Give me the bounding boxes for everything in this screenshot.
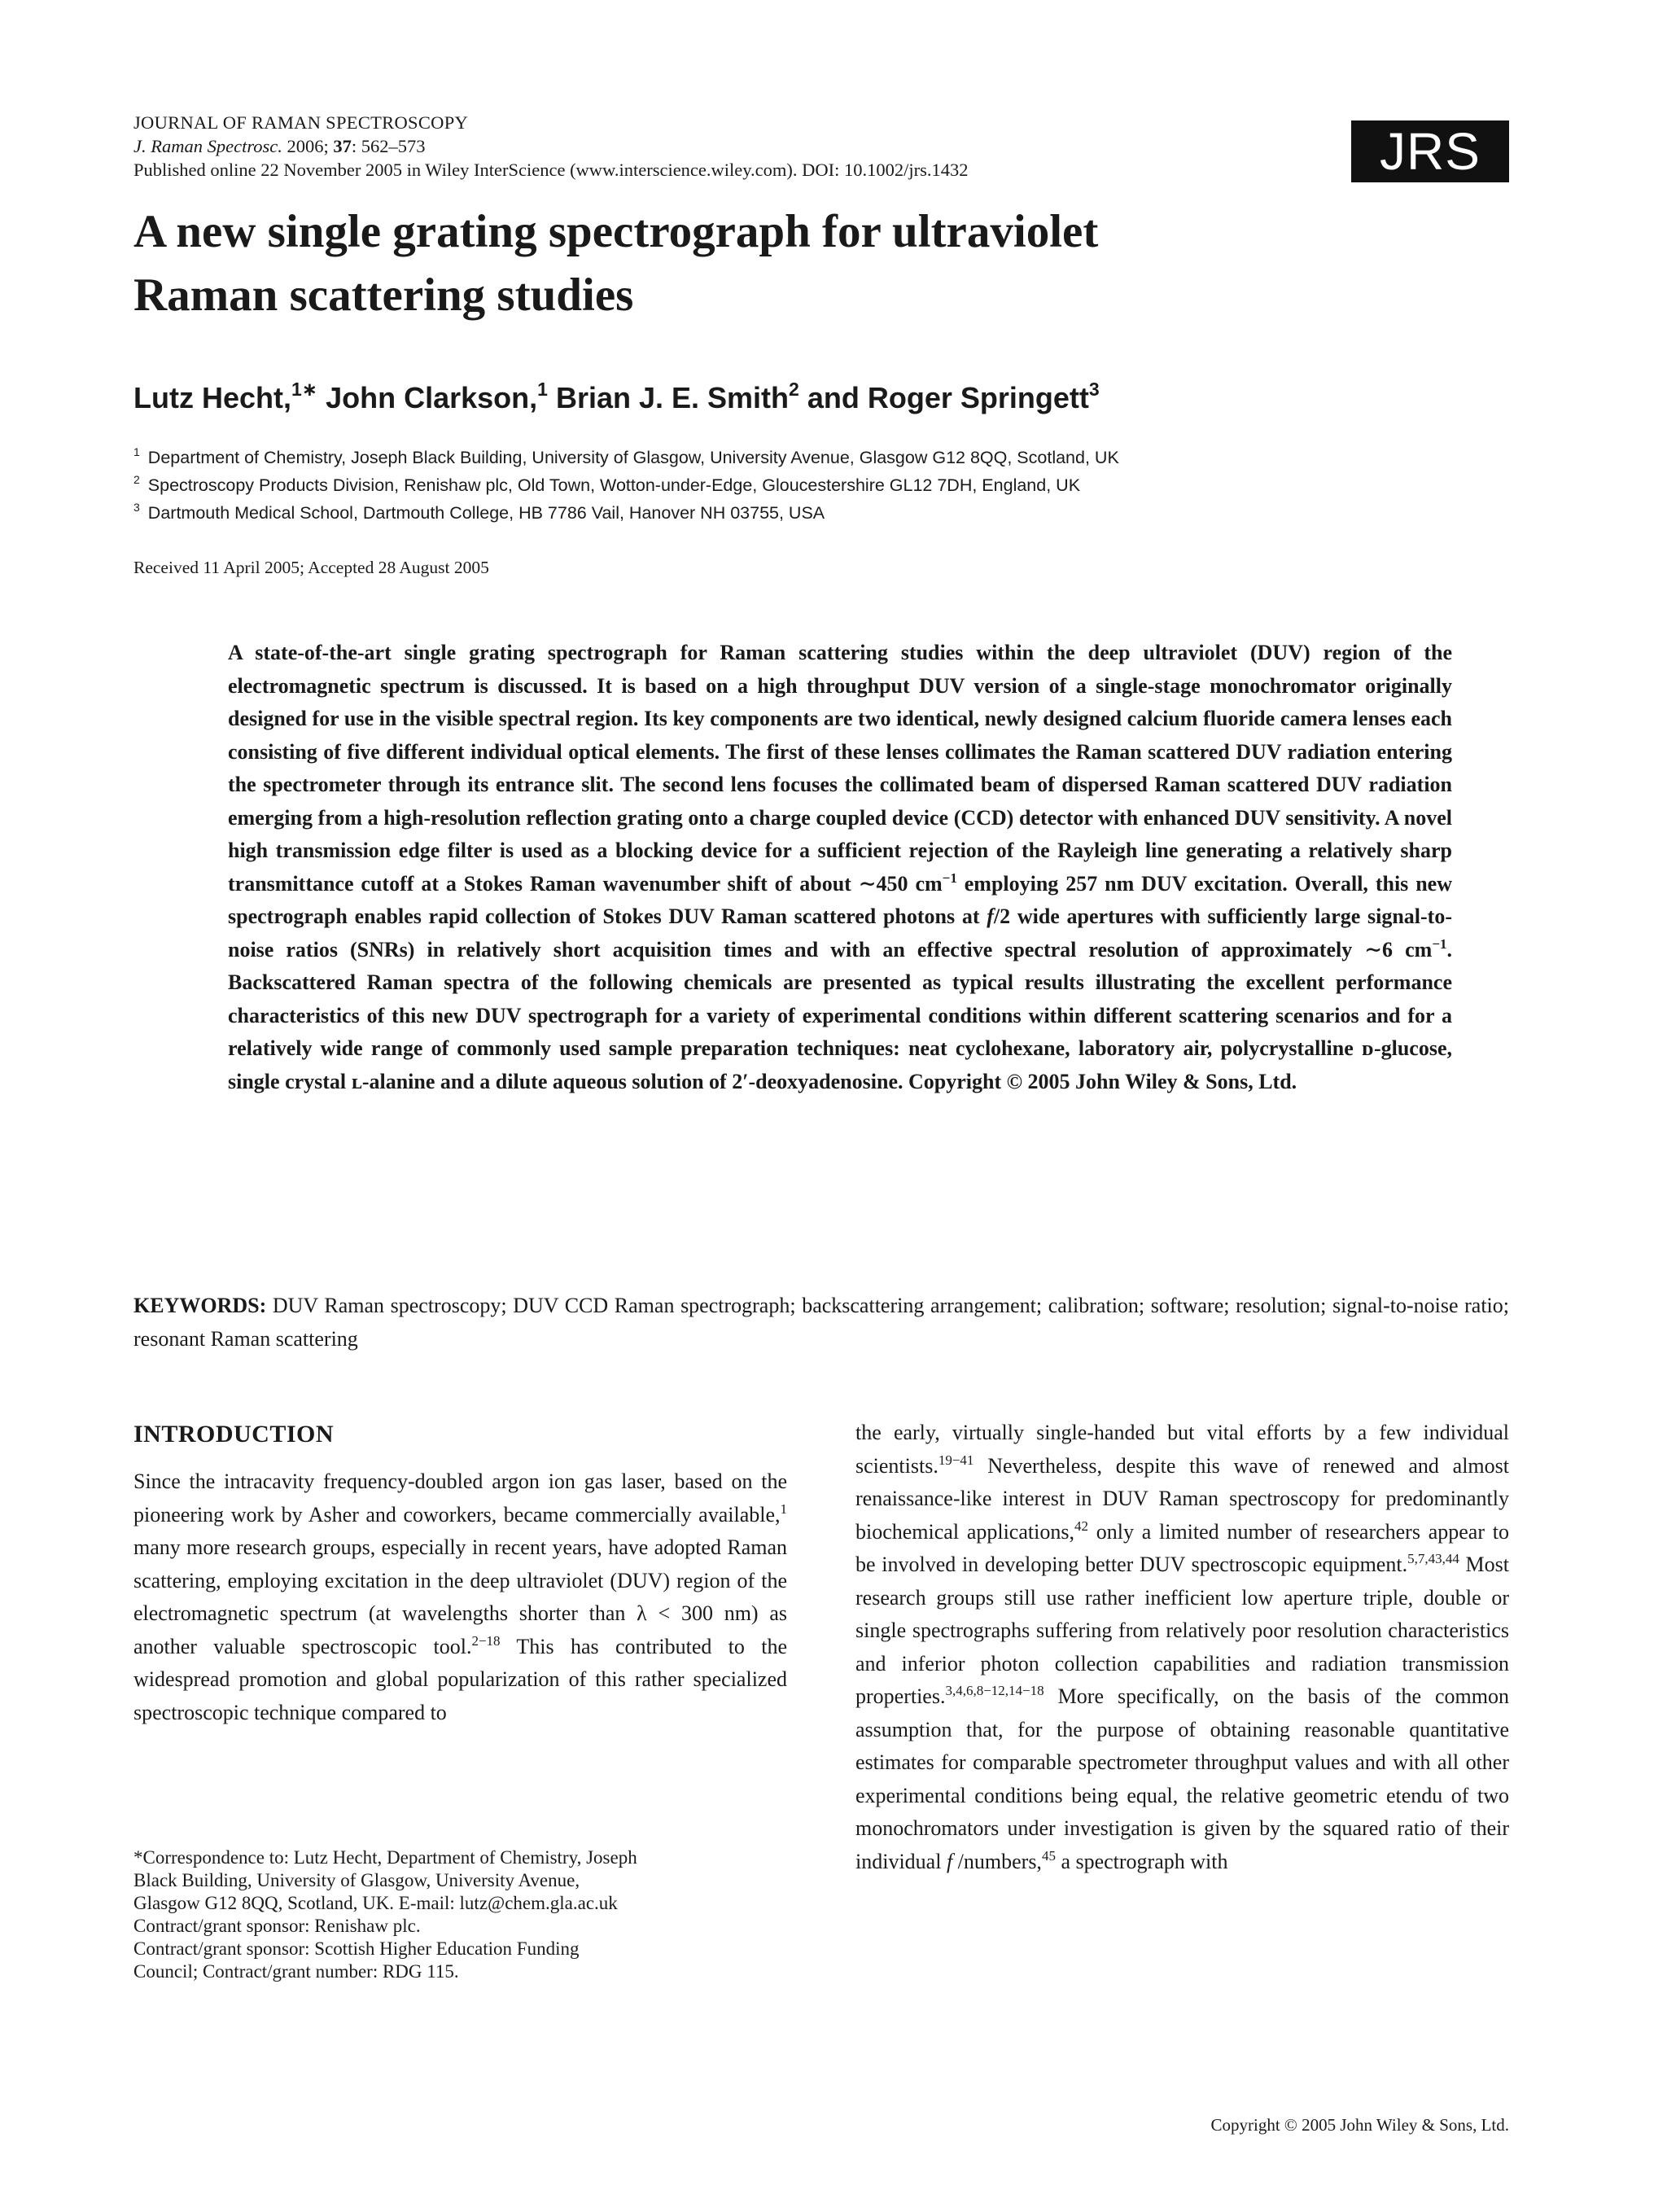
keywords-text: DUV Raman spectroscopy; DUV CCD Raman spectrograph; backscattering arrangement; calibration; software; resolution; signal-to-noise ratio; resonant Raman scattering xyxy=(133,1294,1509,1351)
left-column-text xyxy=(133,1465,787,1729)
author-affil-mark: 3 xyxy=(1088,379,1100,400)
affiliation-text: Spectroscopy Products Division, Renishaw plc, Old Town, Wotton-under-Edge, Gloucestershire GL12 7DH, England, UK xyxy=(147,475,1081,495)
body-text: Nevertheless, despite this wave of renewed and almost renaissance-like interest in DUV Raman spectroscopy for predominantly biochemical applications, xyxy=(855,1453,1509,1544)
journal-name: JOURNAL OF RAMAN SPECTROSCOPY xyxy=(133,112,469,133)
footnote-line: Glasgow G12 8QQ, Scotland, UK. E-mail: lutz@chem.gla.ac.uk xyxy=(133,1893,618,1913)
affiliation-number: 3 xyxy=(133,501,140,514)
journal-header xyxy=(133,111,969,182)
citation-volume: 37 xyxy=(333,136,352,156)
footnote-line: Council; Contract/grant number: RDG 115. xyxy=(133,1961,459,1982)
title-line-1: A new single grating spectrograph for ultraviolet xyxy=(133,206,1099,257)
f-number-symbol: f xyxy=(987,905,994,928)
citation-ref: 3,4,6,8−12,14−18 xyxy=(945,1683,1044,1698)
author-affil-mark: 1∗ xyxy=(291,379,318,400)
keywords xyxy=(133,1290,1509,1356)
citation-year: 2006; xyxy=(287,136,329,156)
publication-line: Published online 22 November 2005 in Wiley InterScience (www.interscience.wiley.com). DOI: 10.1002/jrs.1432 xyxy=(133,160,969,180)
body-text: More specifically, on the basis of the common assumption that, for the purpose of obtaining reasonable quantitative estimates for comparable spectrometer throughput values and with all other experimental conditions being equal, the relative geometric etendu of two monochromators under investigation is given by the squared ratio of their individual xyxy=(855,1684,1509,1873)
f-number-symbol: f xyxy=(946,1849,953,1873)
affiliation-number: 2 xyxy=(133,473,140,486)
citation-ref: 5,7,43,44 xyxy=(1407,1551,1459,1566)
author-list xyxy=(133,379,1100,417)
citation-journal-abbrev: J. Raman Spectrosc. xyxy=(133,136,282,156)
correspondence-footnote xyxy=(133,1846,787,1983)
citation-ref: 19−41 xyxy=(938,1452,974,1468)
citation-ref: 2−18 xyxy=(471,1632,501,1649)
received-dates: Received 11 April 2005; Accepted 28 August 2005 xyxy=(133,558,489,577)
author-name: Lutz Hecht, xyxy=(133,381,291,414)
article-title xyxy=(133,200,1517,327)
keywords-label: KEYWORDS: xyxy=(133,1294,267,1317)
citation-pages: : 562–573 xyxy=(351,136,426,156)
author-name: and Roger Springett xyxy=(807,381,1089,414)
author-name: Brian J. E. Smith xyxy=(555,381,790,414)
affiliation-item xyxy=(133,499,1119,527)
affiliation-item xyxy=(133,471,1119,499)
body-text: Most research groups still use rather inefficient low aperture triple, double or single spectrographs suffering from relatively poor resolution characteristics and inferior photon collection capabilities and radiation transmission properties. xyxy=(855,1553,1510,1708)
footnote-line: Contract/grant sponsor: Scottish Higher Education Funding xyxy=(133,1938,580,1959)
abstract xyxy=(228,637,1452,1098)
affiliation-item xyxy=(133,444,1119,471)
abstract-text-1: A state-of-the-art single grating spectrograph for Raman scattering studies within the deep ultraviolet (DUV) region of the electromagnetic spectrum is discussed. It is based on a high throughput DUV version of a single-stage monochromator originally designed for use in the visible spectral region. Its key components are two identical, newly designed calcium fluoride camera lenses each consisting of five different individual optical elements. The first of these lenses collimates the Raman scattered DUV radiation entering the spectrometer through its entrance slit. The second lens focuses the collimated beam of dispersed Raman scattered DUV radiation emerging from a high-resolution reflection grating onto a charge coupled device (CCD) detector with enhanced DUV sensitivity. A novel high transmission edge filter is used as a blocking device for a sufficient rejection of the Rayleigh line generating a relatively sharp transmittance cutoff at a Stokes Raman wavenumber shift of about ∼450 cm xyxy=(228,641,1452,896)
body-text: This has contributed to the widespread promotion and global popularization of this rather specialized spectroscopic technique compared to xyxy=(133,1634,788,1724)
author-name: John Clarkson, xyxy=(326,381,538,414)
title-line-2: Raman scattering studies xyxy=(133,269,634,321)
affiliation-text: Department of Chemistry, Joseph Black Building, University of Glasgow, University Avenue, Glasgow G12 8QQ, Scotland, UK xyxy=(147,448,1119,467)
right-column-text xyxy=(855,1417,1509,1878)
abstract-superscript: −1 xyxy=(1432,935,1447,952)
footnote-line: Black Building, University of Glasgow, University Avenue, xyxy=(133,1870,580,1890)
author-affil-mark: 1 xyxy=(537,379,548,400)
body-text: the early, virtually single-handed but vital efforts by a few individual scientists. xyxy=(855,1421,1509,1478)
citation-ref: 45 xyxy=(1041,1847,1056,1864)
abstract-superscript: −1 xyxy=(942,869,957,886)
author-affil-mark: 2 xyxy=(789,379,799,400)
citation-line xyxy=(133,134,969,158)
footnote-line: *Correspondence to: Lutz Hecht, Department of Chemistry, Joseph xyxy=(133,1847,637,1868)
body-text: a spectrograph with xyxy=(1055,1849,1228,1873)
abstract-text-3: /2 wide apertures with sufficiently large signal-to-noise ratios (SNRs) in relatively short acquisition times and with an effective spectral resolution of approximately ∼6 cm xyxy=(228,905,1452,961)
body-text: many more research groups, especially in recent years, have adopted Raman scattering, employing excitation in the deep ultraviolet (DUV) region of the electromagnetic spectrum (at wavelengths shorter than λ < 300 nm) as another valuable spectroscopic tool. xyxy=(133,1535,787,1658)
affiliation-list xyxy=(133,444,1119,527)
abstract-text-4: . Backscattered Raman spectra of the following chemicals are presented as typical results illustrating the excellent performance characteristics of this new DUV spectrograph for a variety of experimental conditions within different scattering scenarios and for a relatively wide range of commonly used sample preparation techniques: neat cyclohexane, laboratory air, polycrystalline ᴅ-glucose, single crystal ʟ-alanine and a dilute aqueous solution of 2′-deoxyadenosine. Copyright © 2005 John Wiley & Sons, Ltd. xyxy=(228,937,1452,1093)
affiliation-number: 1 xyxy=(133,445,140,458)
abstract-text-2: employing 257 nm DUV excitation. Overall, this new spectrograph enables rapid collection of Stokes DUV Raman scattered photons at xyxy=(228,871,1452,928)
footer-copyright: Copyright © 2005 John Wiley & Sons, Ltd. xyxy=(1210,2115,1509,2135)
citation-ref: 42 xyxy=(1074,1518,1088,1534)
body-text: Since the intracavity frequency-doubled argon ion gas laser, based on the pioneering work by Asher and coworkers, became commercially available, xyxy=(133,1470,787,1526)
citation-ref: 1 xyxy=(780,1500,787,1517)
journal-logo: JRS xyxy=(1351,120,1509,182)
affiliation-text: Dartmouth Medical School, Dartmouth College, HB 7786 Vail, Hanover NH 03755, USA xyxy=(147,503,825,523)
section-heading-introduction: INTRODUCTION xyxy=(133,1421,335,1448)
body-text: only a limited number of researchers appear to be involved in developing better DUV spectroscopic equipment. xyxy=(855,1519,1509,1576)
body-text: /numbers, xyxy=(952,1849,1042,1873)
footnote-line: Contract/grant sponsor: Renishaw plc. xyxy=(133,1916,421,1936)
